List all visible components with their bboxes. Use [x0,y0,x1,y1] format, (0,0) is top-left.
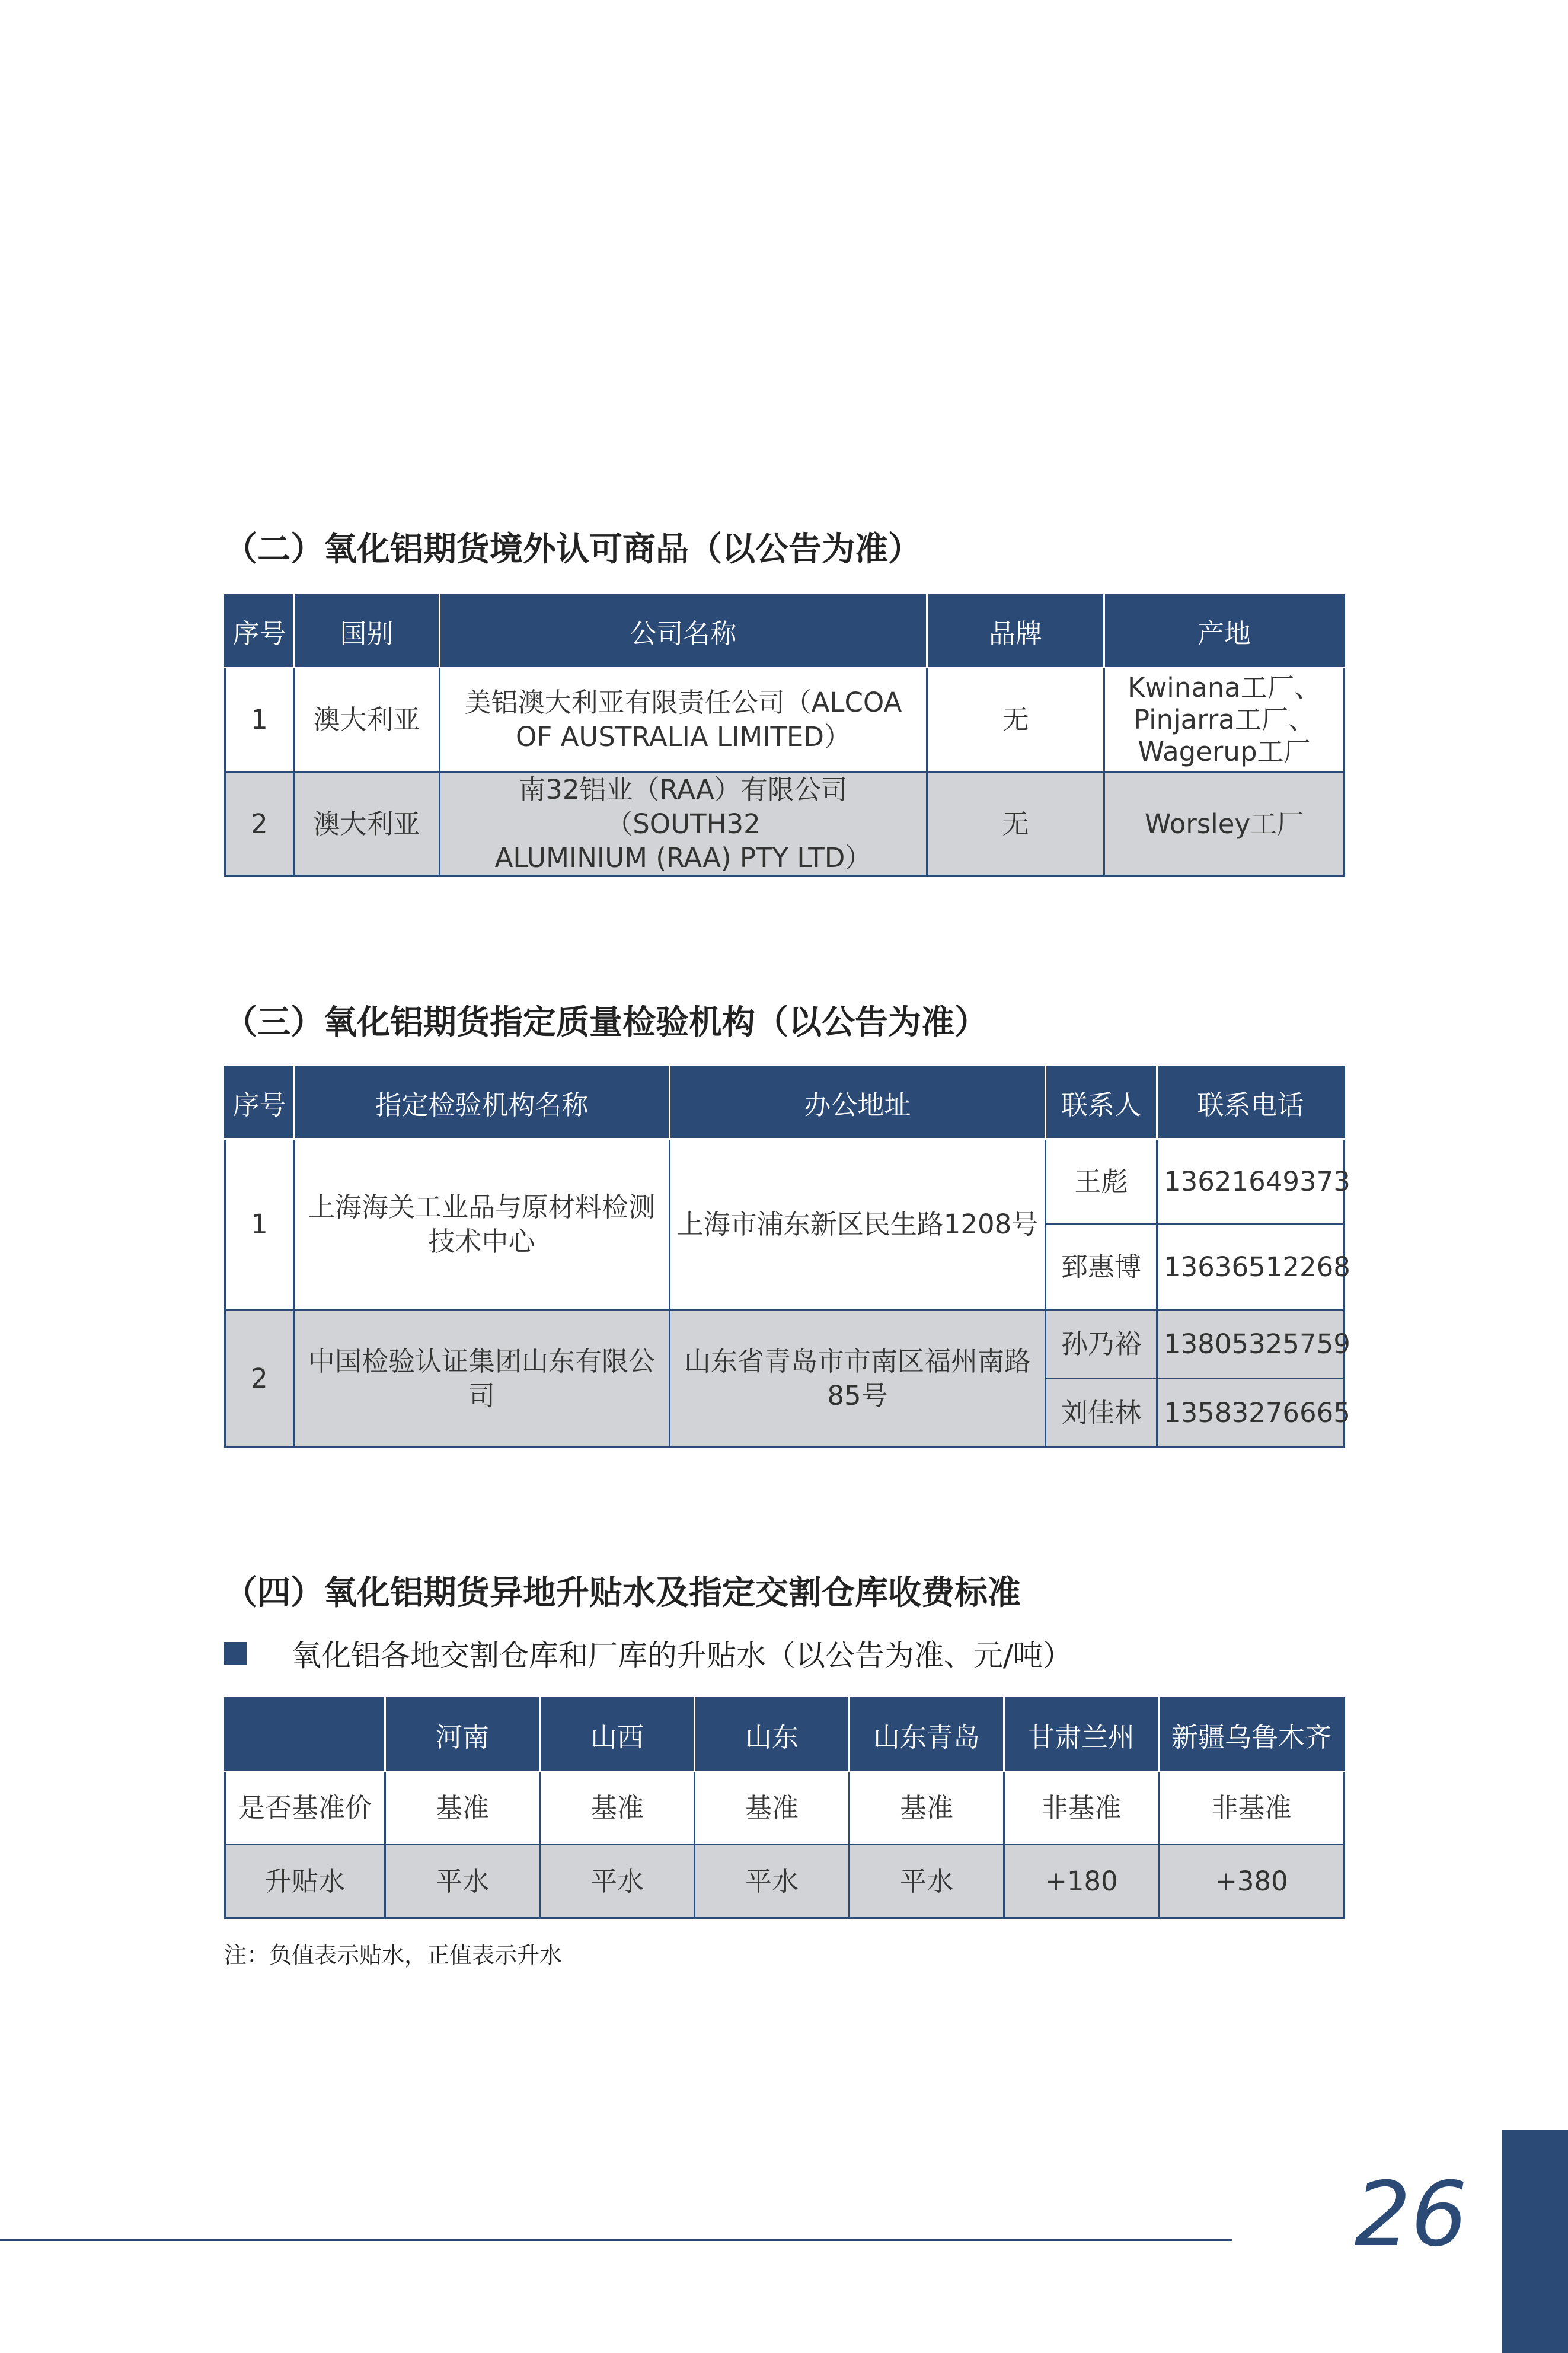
header-cell: 山东青岛 [850,1698,1004,1772]
value-cell: 基准 [385,1772,540,1845]
agency-cell [294,1139,670,1310]
address-line: 85号 [827,1379,888,1411]
company-cell [440,668,927,772]
address-line: 山东省青岛市市南区福州南路 [684,1345,1031,1377]
agency-cell [294,1310,670,1447]
contact-phone: 13583276665 [1157,1379,1345,1447]
address-cell: 上海市浦东新区民生路1208号 [670,1139,1046,1310]
value-cell: 平水 [385,1845,540,1918]
header-cell: 指定检验机构名称 [294,1067,670,1139]
section2-title: （二）氧化铝期货境外认可商品（以公告为准） [224,530,921,569]
company-line: OF AUSTRALIA LIMITED） [515,720,851,753]
header-cell: 新疆乌鲁木齐 [1159,1698,1345,1772]
table-row [225,772,1345,876]
row-number: 1 [225,668,294,772]
header-cell: 品牌 [927,595,1104,668]
table-header-row [225,595,1345,668]
contact-name: 王彪 [1046,1139,1157,1225]
table-note: 注：负值表示贴水，正值表示升水 [224,1942,563,1968]
bullet-text: 氧化铝各地交割仓库和厂库的升贴水（以公告为准、元/吨） [292,1638,1072,1673]
value-cell: 非基准 [1004,1772,1159,1845]
table-header-row [225,1067,1345,1139]
section4-title: （四）氧化铝期货异地升贴水及指定交割仓库收费标准 [224,1574,1021,1612]
origin-cell [1104,668,1345,772]
value-cell: 平水 [695,1845,850,1918]
row-number: 2 [225,1310,294,1447]
bullet-item [224,1632,1072,1675]
contact-name: 郅惠博 [1046,1225,1157,1310]
header-cell: 序号 [225,595,294,668]
origin-line: Wagerup工厂 [1138,735,1311,767]
header-cell: 产地 [1104,595,1345,668]
footer-divider [0,2239,1232,2241]
company-cell [440,772,927,876]
contact-phone: 13636512268 [1157,1225,1345,1310]
value-cell: 平水 [850,1845,1004,1918]
header-cell: 山东 [695,1698,850,1772]
header-cell: 山西 [540,1698,695,1772]
company-line: 南32铝业（RAA）有限公司（SOUTH32 [519,774,848,840]
header-cell: 联系电话 [1157,1067,1345,1139]
brand-cell: 无 [927,668,1104,772]
inspection-agencies-table [224,1066,1350,1448]
header-cell: 序号 [225,1067,294,1139]
contact-name: 刘佳林 [1046,1379,1157,1447]
premium-discount-table [224,1697,1345,1919]
header-cell: 河南 [385,1698,540,1772]
company-line: ALUMINIUM (RAA) PTY LTD） [494,842,872,874]
value-cell: +180 [1004,1845,1159,1918]
origin-line: Kwinana工厂、 [1127,671,1321,703]
value-cell: 基准 [540,1772,695,1845]
header-cell: 办公地址 [670,1067,1046,1139]
agency-line: 技术中心 [428,1225,535,1257]
header-cell: 国别 [294,595,440,668]
row-number: 2 [225,772,294,876]
section3-title: （三）氧化铝期货指定质量检验机构（以公告为准） [224,1003,988,1042]
agency-line: 上海海关工业品与原材料检测 [308,1191,655,1223]
page-edge-bar [1502,2130,1568,2353]
table-row [225,668,1345,772]
table-row [225,1845,1345,1918]
contact-name: 孙乃裕 [1046,1310,1157,1379]
value-cell: 基准 [850,1772,1004,1845]
agency-line: 中国检验认证集团山东有限公 [308,1345,655,1377]
value-cell: 非基准 [1159,1772,1345,1845]
overseas-brands-table [224,594,1345,877]
square-bullet-icon [224,1642,247,1665]
brand-cell: 无 [927,772,1104,876]
origin-cell: Worsley工厂 [1104,772,1345,876]
header-cell: 联系人 [1046,1067,1157,1139]
row-number: 1 [225,1139,294,1310]
row-label: 是否基准价 [225,1772,385,1845]
value-cell: 基准 [695,1772,850,1845]
row-label: 升贴水 [225,1845,385,1918]
table-row [225,1139,1345,1225]
company-line: 美铝澳大利亚有限责任公司（ALCOA [464,686,902,718]
country-cell: 澳大利亚 [294,668,440,772]
value-cell: +380 [1159,1845,1345,1918]
table-row [225,1772,1345,1845]
contact-phone: 13621649373 [1157,1139,1345,1225]
country-cell: 澳大利亚 [294,772,440,876]
value-cell: 平水 [540,1845,695,1918]
header-cell: 甘肃兰州 [1004,1698,1159,1772]
origin-line: Pinjarra工厂、 [1133,703,1315,735]
address-cell [670,1310,1046,1447]
contact-phone: 13805325759 [1157,1310,1345,1379]
table-header-row [225,1698,1345,1772]
agency-line: 司 [468,1379,495,1411]
header-cell: 公司名称 [440,595,927,668]
header-cell [225,1698,385,1772]
page-number: 26 [1354,2163,1468,2266]
table-row [225,1310,1345,1379]
